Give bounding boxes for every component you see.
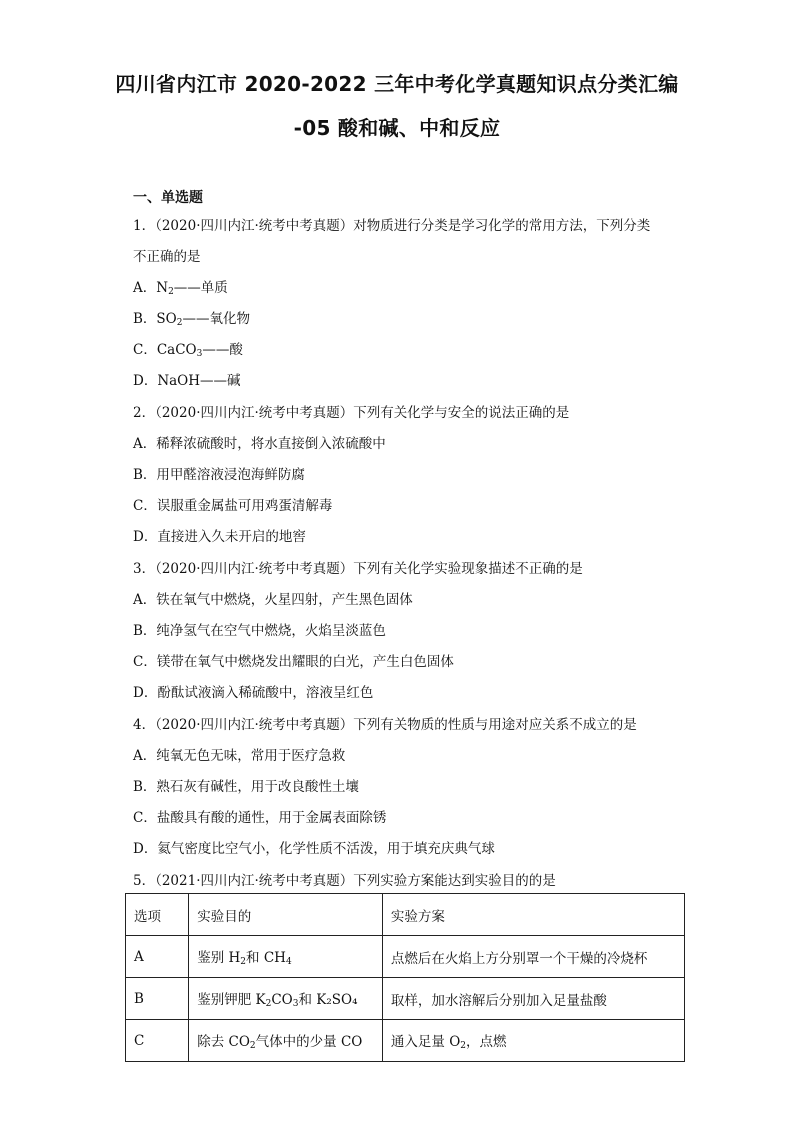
question-2-option-b: B．用甲醛溶液浸泡海鲜防腐 [133,467,305,483]
question-1-option-d: D．NaOH——碱 [133,373,241,389]
table-header-plan: 实验方案 [382,894,684,936]
table-cell-goal: 鉴别钾肥 $K_2CO_3$和 K₂SO₄ [189,978,383,1020]
table-cell-plan: 点燃后在火焰上方分别罩一个干燥的冷烧杯 [382,936,684,978]
experiment-table [125,893,685,1062]
doc-title-line2: -05 酸和碱、中和反应 [293,116,501,140]
question-4-option-c: C．盐酸具有酸的通性，用于金属表面除锈 [133,810,387,826]
table-cell-plan: 通入足量 $O_2$，点燃 [382,1020,684,1062]
table-cell-goal: 鉴别 $H_2$和 $CH_4$ [189,936,383,978]
question-1-stem-cont: 不正确的是 [133,249,201,265]
table-header-option: 选项 [126,894,189,936]
question-4-option-d: D．氦气密度比空气小，化学性质不活泼，用于填充庆典气球 [133,841,495,857]
question-1-option-c: C．CaCO$_3$——酸 [133,342,243,359]
question-1-option-a: A．$N_2——$单质 [133,280,228,297]
table-row [126,936,685,978]
table-header-goal: 实验目的 [189,894,383,936]
question-3-option-a: A．铁在氧气中燃烧，火星四射，产生黑色固体 [133,592,413,608]
question-4-option-b: B．熟石灰有碱性，用于改良酸性土壤 [133,779,359,795]
section-heading: 一、单选题 [133,190,203,206]
question-4-option-a: A．纯氧无色无味，常用于医疗急救 [133,748,346,764]
question-3-option-b: B．纯净氢气在空气中燃烧，火焰呈淡蓝色 [133,623,386,639]
question-2-option-d: D．直接进入久未开启的地窖 [133,529,306,545]
question-1-option-b: B．$SO_2——$氧化物 [133,311,250,328]
question-3-option-d: D．酚酞试液滴入稀硫酸中，溶液呈红色 [133,685,374,701]
table-header-row [126,894,685,936]
question-4-stem: 4．（2020·四川内江·统考中考真题）下列有关物质的性质与用途对应关系不成立的是 [133,717,637,733]
table-cell-goal: 除去 $CO_2$气体中的少量 CO [189,1020,383,1062]
question-1-stem: 1．（2020·四川内江·统考中考真题）对物质进行分类是学习化学的常用方法，下列分类 [133,218,651,234]
question-2-stem: 2．（2020·四川内江·统考中考真题）下列有关化学与安全的说法正确的是 [133,405,570,421]
question-2-option-c: C．误服重金属盐可用鸡蛋清解毒 [133,498,333,514]
table-cell-option: B [126,978,189,1020]
table-cell-option: A [126,936,189,978]
question-5-stem: 5．（2021·四川内江·统考中考真题）下列实验方案能达到实验目的的是 [133,873,556,889]
question-2-option-a: A．稀释浓硫酸时，将水直接倒入浓硫酸中 [133,436,386,452]
question-3-stem: 3．（2020·四川内江·统考中考真题）下列有关化学实验现象描述不正确的是 [133,561,583,577]
table-cell-plan: 取样，加水溶解后分别加入足量盐酸 [382,978,684,1020]
table-row [126,1020,685,1062]
doc-title-line1: 四川省内江市 2020-2022 三年中考化学真题知识点分类汇编 [115,72,679,96]
table-cell-option: C [126,1020,189,1062]
table-row [126,978,685,1020]
question-3-option-c: C．镁带在氧气中燃烧发出耀眼的白光，产生白色固体 [133,654,454,670]
